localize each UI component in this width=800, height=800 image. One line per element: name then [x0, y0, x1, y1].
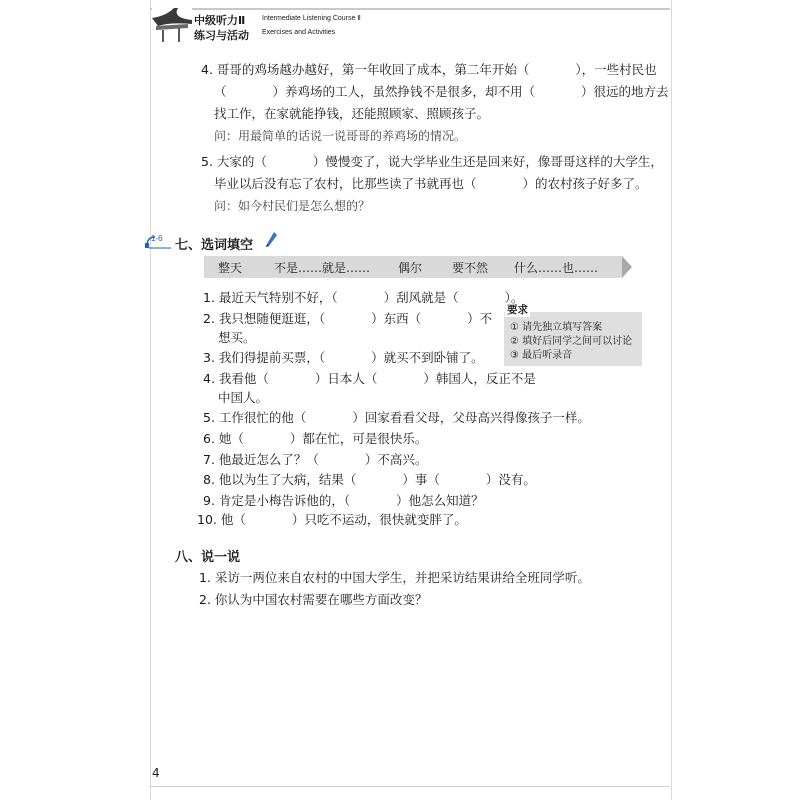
header-title-cn: 中级听力Ⅱ [194, 14, 246, 27]
q4-line1: 4. 哥哥的鸡场越办越好，第一年收回了成本，第二年开始（ ），一些村民也 [201, 62, 657, 77]
requirements-title: 要求 [507, 304, 528, 316]
fill-item-4-cont: 中国人。 [218, 390, 269, 405]
speaking-task-2: 2. 你认为中国农村需要在哪些方面改变？ [199, 592, 428, 607]
header-rule [150, 8, 670, 10]
header-title-en: Intermediate Listening Course Ⅱ [262, 15, 361, 22]
q5-line1: 5. 大家的（ ）慢慢变了，说大学毕业生还是回来好，像哥哥这样的大学生， [201, 154, 663, 169]
fill-item-6: 6. 她（ ）都在忙，可是很快乐。 [203, 431, 428, 446]
fill-item-8: 8. 他以为生了大病，结果（ ）事（ ）没有。 [203, 472, 536, 487]
requirement-item: ② 填好后同学之间可以讨论 [510, 336, 633, 347]
word-bank-word: 什么……也…… [514, 261, 599, 275]
fill-item-4: 4. 我看他（ ）日本人（ ）韩国人，反正不是 [203, 371, 536, 386]
fill-item-1: 1. 最近天气特别不好，（ ）刮风就是（ ）。 [203, 290, 524, 305]
q4-line2: （ ）养鸡场的工人，虽然挣钱不是很多，却不用（ ）很远的地方去 [214, 84, 669, 99]
page-bottom-rule [150, 786, 670, 787]
pagoda-roof-icon [152, 4, 192, 42]
fill-item-7: 7. 他最近怎么了？（ ）不高兴。 [203, 452, 428, 467]
q4-line3: 找工作，在家就能挣钱，还能照顾家、照顾孩子。 [214, 106, 490, 121]
page-header [150, 0, 670, 46]
page-number: 4 [152, 766, 160, 780]
fill-item-5: 5. 工作很忙的他（ ）回家看看父母，父母高兴得像孩子一样。 [203, 410, 590, 425]
word-bank [204, 256, 622, 278]
word-bank-word: 不是……就是…… [274, 261, 371, 275]
requirement-item: ③ 最后听录音 [510, 350, 573, 361]
header-subtitle-cn: 练习与活动 [194, 29, 249, 42]
section7-title: 七、选词填空 [175, 238, 254, 253]
q5-line2: 毕业以后没有忘了农村，比那些读了书就再也（ ）的农村孩子好多了。 [214, 176, 648, 191]
word-bank-word: 整天 [218, 261, 243, 275]
q5-question: 问：如今村民们是怎么想的？ [214, 199, 371, 213]
fill-item-10: 10. 他（ ）只吃不运动，很快就变胖了。 [197, 512, 467, 527]
audio-track-badge [145, 234, 173, 248]
audio-track-number: 1-6 [151, 234, 163, 243]
pencil-icon [264, 231, 278, 249]
requirement-item: ① 请先独立填写答案 [510, 322, 603, 333]
header-subtitle-en: Exercises and Activities [262, 29, 336, 36]
q4-question: 问：用最简单的话说一说哥哥的养鸡场的情况。 [214, 129, 467, 143]
word-bank-word: 要不然 [452, 261, 489, 275]
fill-item-2-cont: 想买。 [218, 330, 256, 345]
fill-item-2: 2. 我只想随便逛逛，（ ）东西（ ）不 [203, 311, 493, 326]
speaking-task-1: 1. 采访一两位来自农村的中国大学生，并把采访结果讲给全班同学听。 [199, 570, 590, 585]
word-bank-word: 偶尔 [398, 261, 423, 275]
fill-item-3: 3. 我们得提前买票，（ ）就买不到卧铺了。 [203, 350, 484, 365]
section8-title: 八、说一说 [175, 550, 241, 565]
fill-item-9: 9. 肯定是小梅告诉他的，（ ）他怎么知道？ [203, 493, 484, 508]
word-bank-fold [622, 256, 632, 278]
